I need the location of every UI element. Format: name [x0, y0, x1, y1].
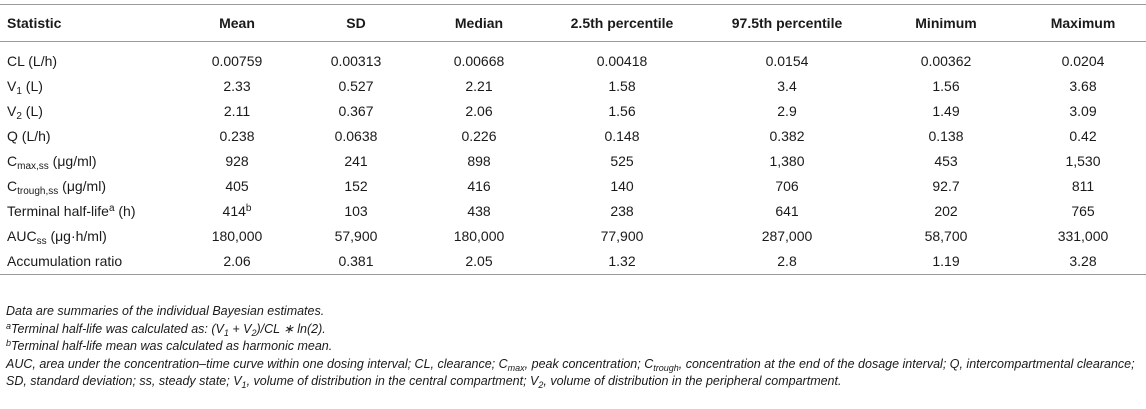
table-cell: 1.49: [932, 102, 960, 119]
label-tail: (μg/ml): [58, 177, 106, 194]
table-cell: 0.00668: [453, 53, 505, 69]
footnote-text: )/CL ∗ ln(2).: [256, 321, 326, 336]
footnote-a: [6, 321, 1142, 339]
footnote-subscript: 1: [241, 380, 247, 390]
cell-value: 414: [222, 202, 246, 219]
header-cell: Maximum: [1020, 5, 1146, 42]
label-subscript: 2: [16, 110, 22, 122]
footnote-subscript: 1: [223, 327, 229, 338]
footnote-text: AUC, area under the concentration–time curve within one dosing interval; CL, clearance; C: [6, 356, 508, 371]
table-cell: 2.11: [223, 102, 251, 119]
row-label: [0, 98, 178, 123]
pk-statistics-table: [0, 4, 1146, 275]
footnote-subscript: 2: [251, 327, 257, 338]
table-row: [0, 223, 1146, 248]
table-cell: 1.32: [542, 248, 702, 275]
table-cell: 0.367: [338, 102, 374, 119]
label-main: C: [7, 177, 18, 194]
label-subscript: trough,ss: [17, 185, 59, 197]
footnote-text: + V: [228, 321, 252, 336]
label-tail: (L): [21, 102, 43, 119]
table-cell: 180,000: [211, 227, 263, 244]
table-cell: 3.68: [1069, 77, 1097, 94]
header-cell: 97.5th percentile: [702, 5, 872, 42]
header-cell: Statistic: [0, 5, 178, 42]
table-row: [0, 198, 1146, 223]
table-cell: 140: [610, 177, 634, 194]
label-subscript: max,ss: [17, 160, 49, 172]
footnote-text: Terminal half-life was calculated as: (V: [11, 321, 224, 336]
table-cell: 416: [467, 177, 491, 194]
table-cell: 331,000: [1057, 227, 1109, 244]
table-cell: 0.00759: [211, 53, 263, 69]
table-footnotes: [6, 303, 1142, 391]
table-cell: 0.0154: [765, 53, 809, 69]
table-cell: 2.21: [465, 77, 493, 94]
footnote-text: Terminal half-life mean was calculated as harmonic mean.: [11, 339, 333, 353]
label-tail: (μg/ml): [48, 152, 97, 169]
row-label: Accumulation ratio: [0, 248, 178, 275]
table-cell: 0.0638: [334, 127, 378, 144]
table-cell: 2.06: [178, 248, 296, 275]
row-label: [0, 198, 178, 223]
table-cell: 0.42: [1069, 127, 1097, 144]
footnote-abbreviations: [6, 356, 1142, 391]
table-row: [0, 42, 1146, 74]
label-subscript: ss: [36, 235, 47, 247]
table-cell: 641: [775, 202, 799, 219]
table-row: [0, 98, 1146, 123]
label-tail: (L): [21, 77, 43, 94]
row-label: [0, 223, 178, 248]
row-label: [0, 73, 178, 98]
table-cell: 2.9: [777, 102, 797, 119]
table-cell: 77,900: [600, 227, 644, 244]
table-cell: 0.138: [928, 127, 964, 144]
table-cell: 2.06: [465, 102, 493, 119]
table-cell: 0.00418: [596, 53, 648, 69]
label-tail: (h): [114, 202, 136, 219]
table-cell: 152: [344, 177, 368, 194]
table-cell: 0.381: [296, 248, 416, 275]
table-cell: 238: [610, 202, 634, 219]
table-cell: 3.09: [1069, 102, 1097, 119]
table-cell: 2.8: [702, 248, 872, 275]
header-cell: Median: [416, 5, 542, 42]
footnote-text: , concentration at the end of the dosage interval; Q, intercompartmental clearance; SD, standard deviation; ss, steady state; V: [6, 356, 1135, 388]
table-cell: 0.148: [604, 127, 640, 144]
header-cell: Minimum: [872, 5, 1020, 42]
label-main: V: [7, 77, 17, 94]
header-row: [0, 5, 1146, 42]
table-cell: 103: [344, 202, 368, 219]
footnote-marker: b: [245, 202, 252, 214]
table-cell: 765: [1071, 202, 1095, 219]
label-tail: (μg·h/ml): [46, 227, 107, 244]
table-cell: [178, 198, 296, 223]
table-cell: 928: [225, 152, 249, 169]
table-cell: 0.238: [219, 127, 255, 144]
row-label: [0, 173, 178, 198]
footnote-subscript: trough: [653, 362, 679, 373]
table-cell: 1.56: [932, 77, 960, 94]
table-cell: 3.28: [1020, 248, 1146, 275]
table-cell: 0.382: [769, 127, 805, 144]
table-cell: 811: [1071, 177, 1095, 194]
table-cell: 0.00313: [330, 53, 382, 69]
table-row: [0, 173, 1146, 198]
label-subscript: 1: [16, 85, 22, 97]
table-cell: 1,380: [769, 152, 805, 169]
table-cell: 287,000: [761, 227, 813, 244]
footnote-marker: a: [108, 202, 115, 214]
table-cell: 1.56: [608, 102, 636, 119]
table-cell: 92.7: [932, 177, 960, 194]
row-label: CL (L/h): [7, 53, 58, 69]
header-cell: SD: [296, 5, 416, 42]
row-label: Q (L/h): [7, 127, 51, 144]
table-cell: 180,000: [453, 227, 505, 244]
footnote-b: [6, 338, 1142, 356]
table-cell: 202: [934, 202, 958, 219]
footnote-text: Data are summaries of the individual Bayesian estimates.: [6, 304, 325, 318]
table-cell: 0.527: [338, 77, 374, 94]
table-cell: 438: [467, 202, 491, 219]
footnote-text: , volume of distribution in the central compartment; V: [246, 374, 539, 388]
table-cell: 1,530: [1065, 152, 1101, 169]
table-cell: 57,900: [334, 227, 378, 244]
row-label: [0, 148, 178, 173]
header-cell: 2.5th percentile: [542, 5, 702, 42]
label-main: V: [7, 102, 17, 119]
footnote-subscript: max: [507, 362, 525, 373]
table-row: [0, 73, 1146, 98]
footnote-text: , peak concentration; C: [524, 356, 654, 371]
table-cell: 898: [467, 152, 491, 169]
label-main: AUC: [7, 227, 37, 244]
footnote-summary: [6, 303, 1142, 321]
footnote-subscript: 2: [538, 380, 544, 390]
footnote-marker: b: [6, 338, 12, 348]
table-cell: 0.0204: [1061, 53, 1105, 69]
table-cell: 0.00362: [920, 53, 972, 69]
table-cell: 0.226: [461, 127, 497, 144]
footnote-marker: a: [6, 320, 12, 331]
label-main: C: [7, 152, 18, 169]
table-row: [0, 148, 1146, 173]
label-main: Terminal half-life: [7, 202, 109, 219]
table-cell: 405: [225, 177, 249, 194]
table-cell: 706: [775, 177, 799, 194]
table-row: [0, 123, 1146, 148]
footnote-text: , volume of distribution in the peripheral compartment.: [543, 374, 842, 388]
table-cell: 2.05: [416, 248, 542, 275]
table-cell: 241: [344, 152, 368, 169]
table-cell: 58,700: [924, 227, 968, 244]
header-cell: Mean: [178, 5, 296, 42]
table-cell: 1.58: [608, 77, 636, 94]
table-cell: 453: [934, 152, 958, 169]
table-row: [0, 248, 1146, 275]
table-cell: 1.19: [872, 248, 1020, 275]
table-cell: 525: [610, 152, 634, 169]
table-cell: 3.4: [777, 77, 797, 94]
table-cell: 2.33: [223, 77, 251, 94]
